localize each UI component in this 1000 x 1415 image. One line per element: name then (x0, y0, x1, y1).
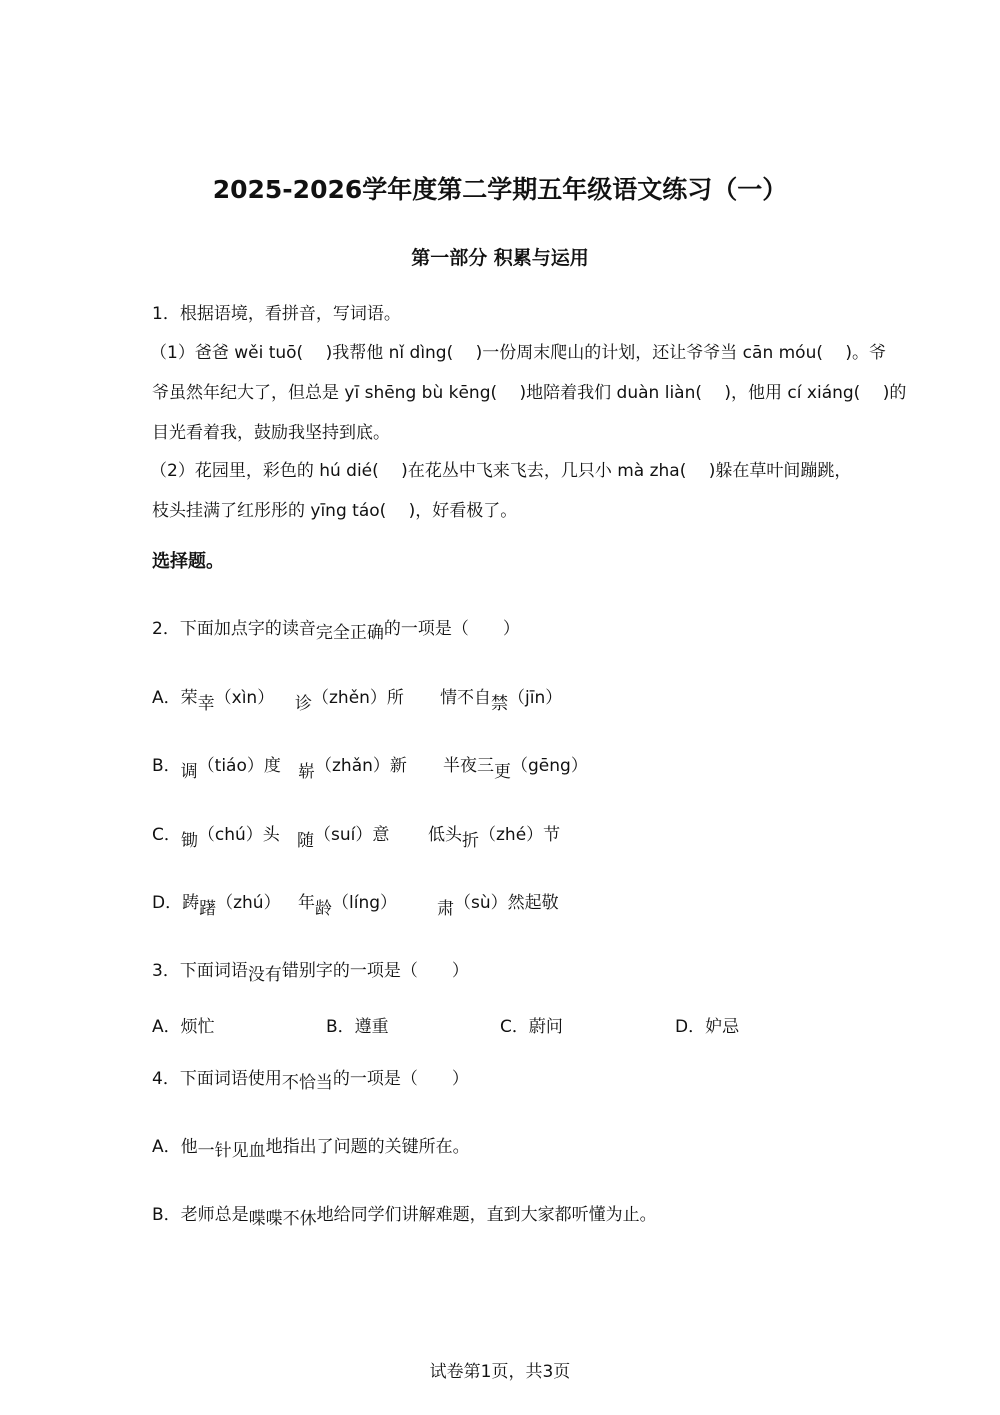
question-stem-text: 4．下面词语使用 (152, 1069, 282, 1089)
question-1-line: （2）花园里，彩色的 hú dié( )在花丛中飞来飞去，几只小 mà zha( )躲在草叶间蹦跳， (150, 461, 852, 481)
dotted-char: 崭 (298, 762, 315, 782)
section-heading-choice: 选择题。 (152, 551, 224, 572)
emphasized-text: 没有 (247, 965, 282, 985)
question-3-stem (152, 956, 469, 985)
option-text: 踌 (182, 893, 200, 913)
question-1-line: （1）爸爸 wěi tuō( )我帮他 nǐ dìng( )一份周末爬山的计划，还让爷爷当 cān móu( )。爷 (150, 343, 887, 363)
option-text: 地给同学们讲解难题，直到大家都听懂为止。 (316, 1205, 657, 1225)
option-letter: D． (152, 893, 183, 913)
pinyin: （suí）意 (314, 825, 390, 845)
question-3-option-d[interactable]: D．妒忌 (675, 1017, 740, 1037)
dotted-char: 龄 (315, 899, 332, 919)
option-text: 年 (298, 893, 315, 913)
question-1-stem: 1．根据语境，看拼音，写词语。 (152, 304, 401, 324)
dotted-char: 幸 (197, 694, 215, 714)
question-3-option-b[interactable]: B．遵重 (326, 1017, 389, 1037)
dotted-char: 禁 (491, 694, 508, 714)
question-2-option-b[interactable] (152, 751, 281, 782)
question-3-option-a[interactable]: A．烦忙 (152, 1017, 215, 1037)
option-letter: B． (152, 756, 181, 776)
question-1-line: 目光看着我，鼓励我坚持到底。 (152, 423, 390, 443)
pinyin: （líng） (332, 893, 398, 913)
question-1-line: 爷虽然年纪大了，但总是 yī shēng bù kēng( )地陪着我们 duàn liàn( )，他用 cí xiáng( )的 (152, 383, 907, 403)
question-4-option-b[interactable] (152, 1200, 657, 1229)
emphasized-text: 喋喋不休 (248, 1209, 317, 1229)
question-2-option-d-item (298, 888, 398, 919)
dotted-char: 更 (494, 762, 511, 782)
dotted-char: 肃 (437, 899, 454, 919)
dotted-char: 折 (462, 831, 479, 851)
question-4-option-a[interactable] (152, 1132, 470, 1161)
dotted-char: 躇 (199, 899, 217, 919)
emphasized-text: 一针见血 (197, 1141, 266, 1161)
question-2-option-d-item (437, 888, 559, 919)
option-text: A．他 (152, 1137, 198, 1157)
question-2-option-d[interactable] (152, 888, 281, 919)
page-footer: 试卷第1页，共3页 (429, 1362, 571, 1382)
pinyin: （zhé）节 (479, 825, 561, 845)
document-title: 2025-2026学年度第二学期五年级语文练习（一） (212, 175, 788, 204)
question-4-stem (152, 1064, 469, 1093)
question-3-option-c[interactable]: C．蔚问 (500, 1017, 563, 1037)
dotted-char: 调 (180, 762, 198, 782)
pinyin: （zhěn）所 (312, 688, 404, 708)
pinyin: （xìn） (214, 688, 275, 708)
question-stem-text: 2．下面加点字的读音 (152, 619, 316, 639)
option-letter: A． (152, 688, 181, 708)
question-2-option-c[interactable] (152, 820, 280, 851)
question-2-option-a-item (440, 683, 563, 714)
question-2-option-c-item (297, 820, 390, 851)
question-2-option-c-item (428, 820, 561, 851)
dotted-char: 锄 (180, 831, 198, 851)
pinyin: （sù）然起敬 (454, 893, 559, 913)
question-2-stem (152, 614, 520, 643)
part-heading: 第一部分 积累与运用 (411, 247, 589, 269)
pinyin: （zhǎn）新 (315, 756, 407, 776)
pinyin: （jīn） (508, 688, 563, 708)
option-text: 地指出了问题的关键所在。 (265, 1137, 470, 1157)
option-letter: C． (152, 825, 181, 845)
question-stem-text: 的一项是（ ） (383, 619, 520, 639)
option-text: 低头 (428, 825, 462, 845)
question-2-option-b-item (298, 751, 407, 782)
emphasized-text: 不恰当 (281, 1073, 333, 1093)
pinyin: （gēng） (511, 756, 588, 776)
option-text: B．老师总是 (152, 1205, 249, 1225)
dotted-char: 随 (297, 831, 314, 851)
question-2-option-a[interactable] (152, 683, 275, 714)
question-2-option-a-item (295, 683, 404, 714)
dotted-char: 诊 (295, 694, 312, 714)
question-stem-text: 的一项是（ ） (332, 1069, 469, 1089)
pinyin: （tiáo）度 (197, 756, 281, 776)
question-stem-text: 错别字的一项是（ ） (281, 961, 469, 981)
pinyin: （chú）头 (197, 825, 280, 845)
option-text: 半夜三 (443, 756, 494, 776)
pinyin: （zhú） (216, 893, 281, 913)
question-stem-text: 3．下面词语 (152, 961, 248, 981)
question-2-option-b-item (443, 751, 588, 782)
question-1-line: 枝头挂满了红彤彤的 yīng táo( )，好看极了。 (152, 501, 518, 521)
option-text: 荣 (180, 688, 198, 708)
emphasized-text: 完全正确 (315, 623, 384, 643)
option-text: 情不自 (440, 688, 491, 708)
